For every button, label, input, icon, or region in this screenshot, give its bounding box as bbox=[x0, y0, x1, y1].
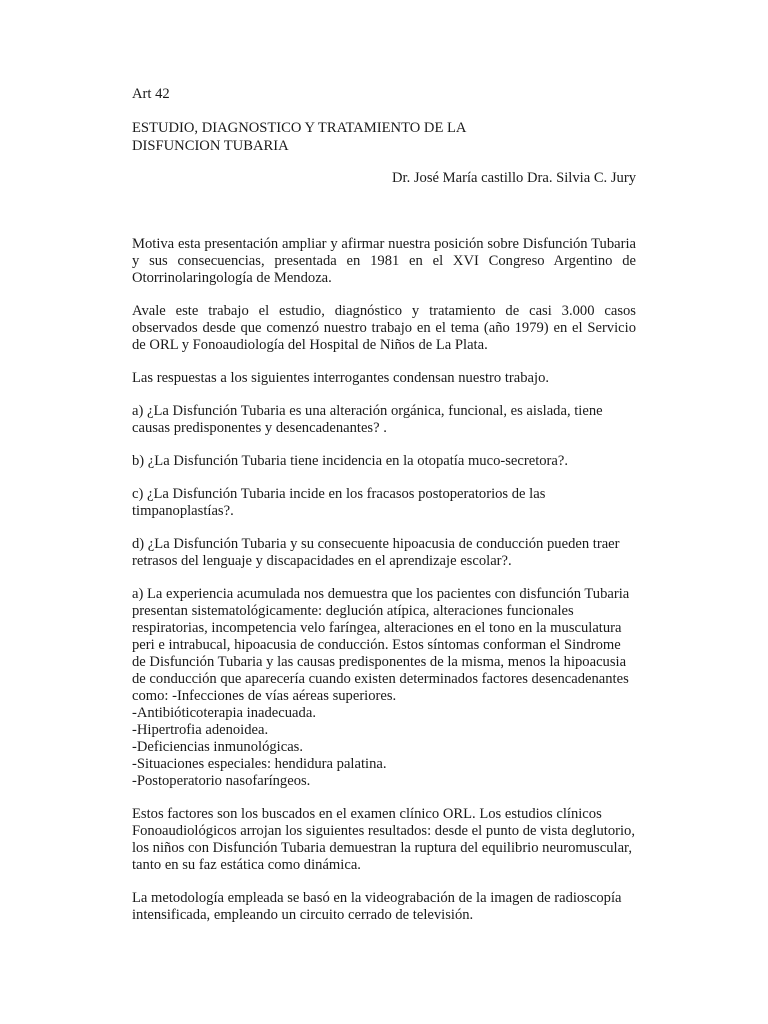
authors-line: Dr. José María castillo Dra. Silvia C. Jury bbox=[391, 170, 636, 186]
paragraph-factors: Estos factores son los buscados en el examen clínico ORL. Los estudios clínicos Fonoaudiológicos arrojan los siguientes resultados: desde el punto de vista deglutorio, los niños con Disfunción Tubaria demuestran la ruptura del equilibrio neuromuscular, tanto en su faz estática como dinámica. bbox=[132, 806, 635, 873]
question-c: c) ¿La Disfunción Tubaria incide en los fracasos postoperatorios de las timpanoplastías?. bbox=[132, 486, 546, 519]
document-page bbox=[132, 0, 636, 1024]
question-b: b) ¿La Disfunción Tubaria tiene incidencia en la otopatía muco-secretora?. bbox=[132, 453, 569, 469]
article-number: Art 42 bbox=[132, 86, 170, 102]
document-body bbox=[132, 236, 636, 940]
answer-a bbox=[132, 586, 636, 790]
paragraph-methodology: La metodología empleada se basó en la videograbación de la imagen de radioscopía intensificada, empleando un circuito cerrado de televisión. bbox=[132, 890, 622, 923]
factor-item: -Hipertrofia adenoidea. bbox=[132, 722, 269, 738]
factor-item: -Situaciones especiales: hendidura palatina. bbox=[132, 756, 387, 772]
factor-item: -Antibióticoterapia inadecuada. bbox=[132, 705, 316, 721]
answer-a-text: a) La experiencia acumulada nos demuestra que los pacientes con disfunción Tubaria presentan sistematológicamente: deglución atípica, alteraciones funcionales respiratorias, incompetencia velo faríngea, alteraciones en el tono en la musculatura peri e intrabucal, hipoacusia de conducción. Estos síntomas conforman el Sindrome de Disfunción Tubaria y las causas predisponentes de la misma, menos la hipoacusia de conducción que aparecería cuando existen determinados factores desencadenantes como: -Infecciones de vías aéreas superiores. bbox=[132, 586, 630, 704]
question-a: a) ¿La Disfunción Tubaria es una alteración orgánica, funcional, es aislada, tiene causas predisponentes y desencadenantes? . bbox=[132, 403, 603, 436]
factor-item: -Deficiencias inmunológicas. bbox=[132, 739, 304, 755]
question-d: d) ¿La Disfunción Tubaria y su consecuente hipoacusia de conducción pueden traer retrasos del lenguaje y discapacidades en el aprendizaje escolar?. bbox=[132, 536, 620, 569]
paragraph-study: Avale este trabajo el estudio, diagnóstico y tratamiento de casi 3.000 casos observados desde que comenzó nuestro trabajo en el tema (año 1979) en el Servicio de ORL y Fonoaudiología del Hospital de Niños de La Plata. bbox=[132, 303, 636, 353]
paragraph-questions-intro: Las respuestas a los siguientes interrogantes condensan nuestro trabajo. bbox=[132, 370, 550, 386]
paragraph-motivation: Motiva esta presentación ampliar y afirmar nuestra posición sobre Disfunción Tubaria y sus consecuencias, presentada en 1981 en el XVI Congreso Argentino de Otorrinolaringología de Mendoza. bbox=[132, 236, 636, 286]
factor-item: -Postoperatorio nasofaríngeos. bbox=[132, 773, 311, 789]
document-title: ESTUDIO, DIAGNOSTICO Y TRATAMIENTO DE LA DISFUNCION TUBARIA bbox=[132, 120, 466, 154]
